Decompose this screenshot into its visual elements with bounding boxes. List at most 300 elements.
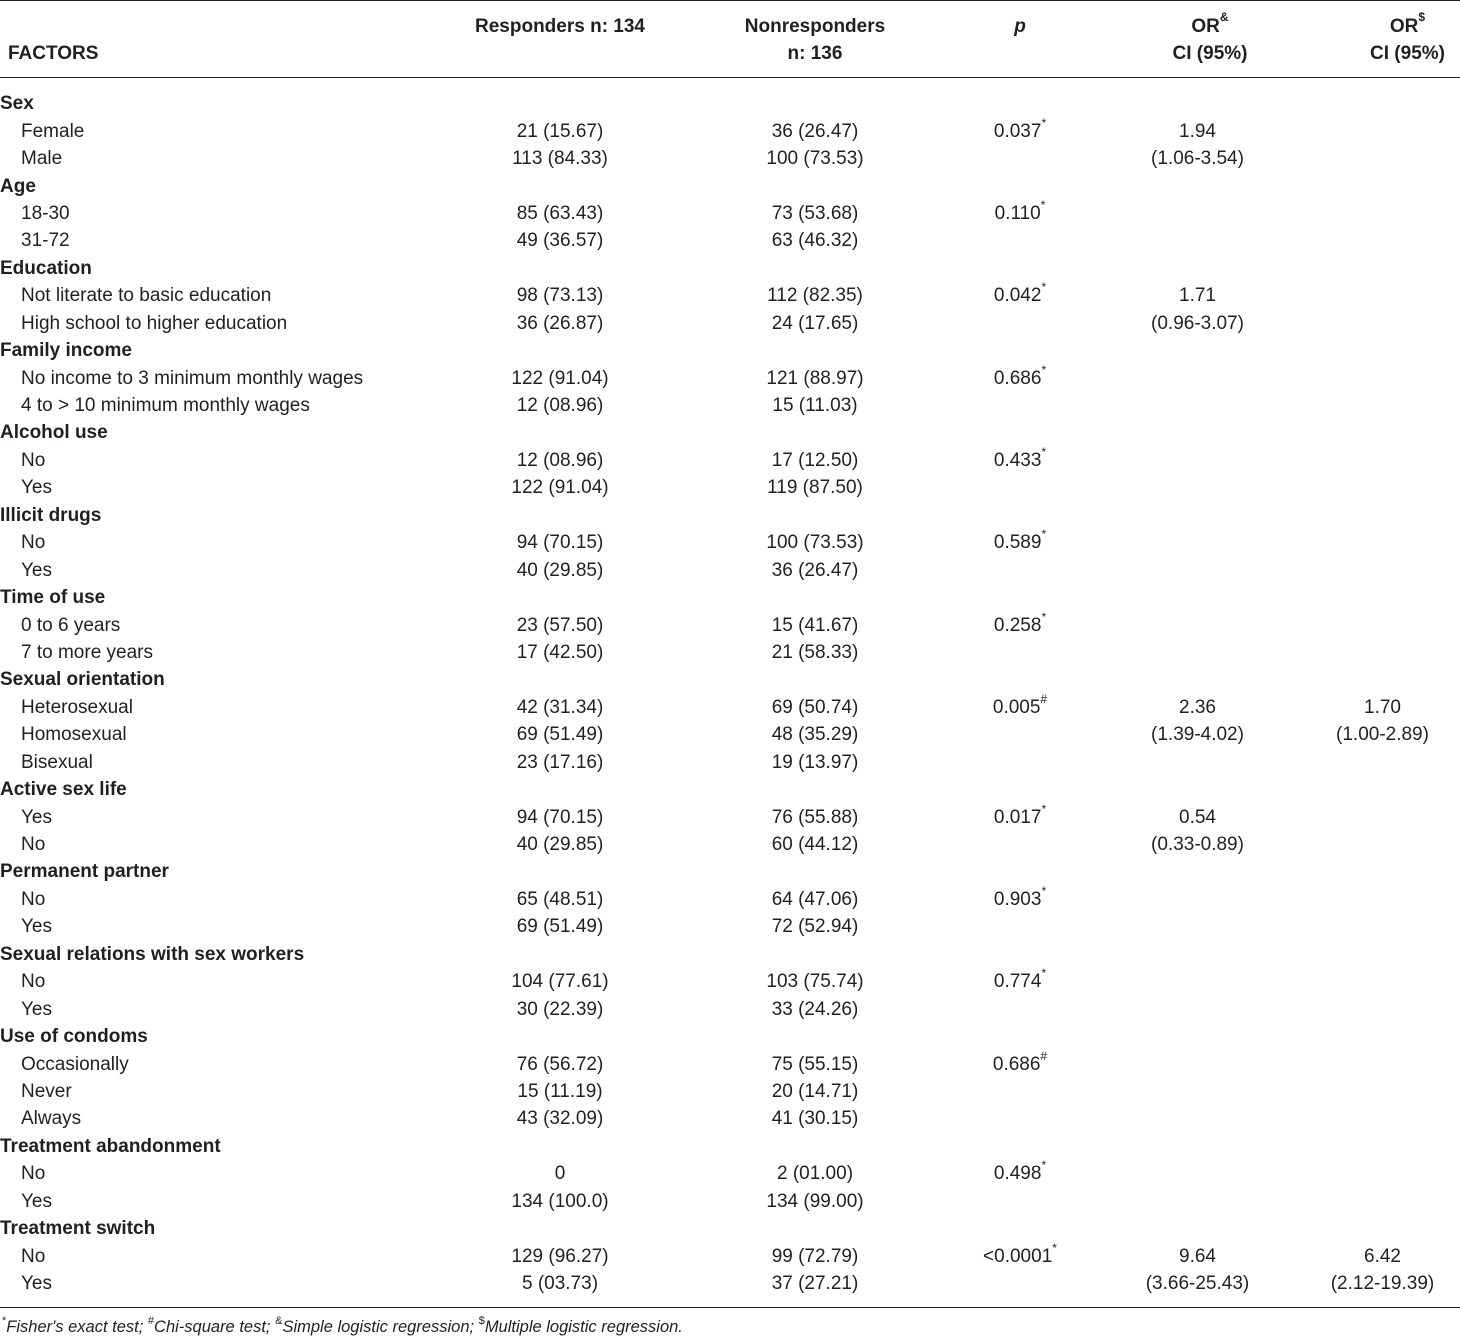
responders-cell: 42 (31.34) [516,696,604,718]
empty-cell [1090,255,1305,282]
or-multiple-cell [1305,749,1460,776]
empty-cell [1090,941,1305,968]
row-label: No [21,1163,46,1185]
or-simple-cell [1090,556,1305,583]
group-row [0,776,1460,803]
row-label: Yes [21,1190,52,1212]
or-simple-cell: 0.54 [1179,806,1216,828]
table-row [0,392,1460,419]
empty-cell [1090,1215,1305,1242]
table-row [0,1105,1460,1132]
empty-cell [1090,337,1305,364]
responders-cell: 43 (32.09) [516,1108,604,1130]
empty-cell [1090,858,1305,885]
empty-cell [950,1023,1090,1050]
or-multiple-cell [1305,1105,1460,1132]
group-label: Sex [0,93,34,115]
header-p-value: p [1014,16,1026,37]
p-value-cell [950,392,1090,419]
group-label: Alcohol use [0,422,108,444]
table-row [0,968,1460,995]
responders-cell: 15 (11.19) [517,1080,603,1102]
table-row [0,611,1460,638]
responders-cell: 85 (63.43) [516,202,604,224]
p-value-cell [950,913,1090,940]
empty-cell [1090,584,1305,611]
nonresponders-cell: 63 (46.32) [771,230,859,252]
nonresponders-cell: 36 (26.47) [771,559,859,581]
or-simple-cell [1090,1105,1305,1132]
p-value-cell: 0.017* [993,801,1047,828]
or-simple-cell [1090,227,1305,254]
or-simple-cell [1090,364,1305,391]
row-label: Always [21,1108,82,1130]
empty-cell [680,584,950,611]
or-multiple-cell [1305,392,1460,419]
or-simple-cell [1090,529,1305,556]
or-simple-cell: 2.36 [1179,696,1216,718]
empty-cell [440,858,680,885]
empty-cell [1090,419,1305,446]
empty-cell [1305,1215,1460,1242]
empty-cell [1305,502,1460,529]
responders-cell: 94 (70.15) [516,532,604,554]
or-multiple-cell [1305,282,1460,309]
nonresponders-cell: 60 (44.12) [771,834,859,856]
responders-cell: 49 (36.57) [516,230,604,252]
empty-cell [440,502,680,529]
p-value-cell [950,995,1090,1022]
table-row [0,803,1460,830]
empty-cell [1090,666,1305,693]
or-simple-cell: (1.06-3.54) [1151,148,1244,170]
empty-cell [1305,858,1460,885]
or-multiple-cell [1305,1160,1460,1187]
or-multiple-cell [1305,886,1460,913]
table-row [0,1050,1460,1077]
empty-cell [440,941,680,968]
or-multiple-cell [1305,474,1460,501]
or-multiple-cell [1305,803,1460,830]
or-multiple-cell: 6.42 [1364,1245,1401,1267]
group-label: Education [0,257,92,279]
empty-cell [1305,255,1460,282]
row-label: Not literate to basic education [21,285,272,307]
nonresponders-cell: 69 (50.74) [771,696,859,718]
empty-cell [950,419,1090,446]
nonresponders-cell: 75 (55.15) [771,1053,859,1075]
or-multiple-cell [1305,556,1460,583]
empty-cell [680,858,950,885]
empty-cell [1090,776,1305,803]
empty-cell [1305,1023,1460,1050]
row-label: Yes [21,559,52,581]
or-multiple-cell [1305,200,1460,227]
empty-cell [440,172,680,199]
empty-cell [950,90,1090,117]
or-multiple-cell [1305,995,1460,1022]
empty-cell [1090,1023,1305,1050]
or-simple-cell [1090,1050,1305,1077]
group-label: Illicit drugs [0,504,102,526]
row-label: Yes [21,806,52,828]
or-multiple-cell [1305,447,1460,474]
group-label: Age [0,175,36,197]
row-label: No [21,834,46,856]
or-multiple-cell [1305,639,1460,666]
p-value-cell: 0.498* [993,1158,1047,1185]
empty-cell [950,941,1090,968]
table-row [0,1242,1460,1269]
group-row [0,90,1460,117]
group-label: Active sex life [0,779,127,801]
row-label: Occasionally [21,1053,129,1075]
responders-cell: 129 (96.27) [511,1245,609,1267]
group-label: Use of condoms [0,1026,148,1048]
row-label: 31-72 [21,230,70,252]
empty-cell [950,584,1090,611]
p-value-cell [950,310,1090,337]
row-label: Yes [21,1273,52,1295]
table-row [0,1188,1460,1215]
group-row [0,858,1460,885]
bottom-rule [0,1307,1460,1308]
or-simple-cell [1090,886,1305,913]
or-multiple-cell [1305,1188,1460,1215]
nonresponders-cell: 121 (88.97) [766,367,864,389]
row-label: No [21,532,46,554]
table-body [0,90,1460,1297]
nonresponders-cell: 20 (14.71) [771,1080,859,1102]
empty-cell [440,584,680,611]
responders-cell: 36 (26.87) [516,312,604,334]
header-or-multiple: OR$ CI (95%) [1370,10,1445,64]
table-row [0,282,1460,309]
nonresponders-cell: 134 (99.00) [766,1190,864,1212]
p-value-cell [950,227,1090,254]
or-simple-cell [1090,995,1305,1022]
header-or-simple: OR& CI (95%) [1172,10,1248,64]
table-row [0,529,1460,556]
responders-cell: 5 (03.73) [521,1273,599,1295]
empty-cell [1305,172,1460,199]
or-multiple-cell [1305,1050,1460,1077]
group-label: Family income [0,340,132,362]
p-value-cell: 0.903* [993,883,1047,910]
responders-cell: 23 (57.50) [516,614,604,636]
group-label: Time of use [0,587,106,609]
table-row [0,749,1460,776]
or-multiple-cell [1305,1078,1460,1105]
responders-cell: 40 (29.85) [516,834,604,856]
row-label: Male [21,148,63,170]
or-simple-cell [1090,968,1305,995]
p-value-cell [950,556,1090,583]
or-simple-cell [1090,1188,1305,1215]
responders-cell: 30 (22.39) [516,998,604,1020]
empty-cell [680,1215,950,1242]
table-row [0,556,1460,583]
or-simple-cell [1090,392,1305,419]
or-simple-cell [1090,749,1305,776]
row-label: 18-30 [21,202,70,224]
nonresponders-cell: 72 (52.94) [771,916,859,938]
or-multiple-cell [1305,529,1460,556]
empty-cell [950,337,1090,364]
p-value-cell [950,1270,1090,1297]
responders-cell: 94 (70.15) [516,806,604,828]
p-value-cell [950,749,1090,776]
nonresponders-cell: 15 (11.03) [772,395,858,417]
empty-cell [440,255,680,282]
or-simple-cell [1090,447,1305,474]
p-value-cell [950,1078,1090,1105]
header-rule [0,77,1460,78]
p-value-cell [950,1105,1090,1132]
empty-cell [680,337,950,364]
empty-cell [680,666,950,693]
empty-cell [680,172,950,199]
or-simple-cell: 1.71 [1179,285,1216,307]
row-label: 0 to 6 years [21,614,121,636]
empty-cell [1305,584,1460,611]
or-multiple-cell [1305,831,1460,858]
table-row [0,364,1460,391]
responders-cell: 17 (42.50) [516,641,604,663]
responders-cell: 65 (48.51) [516,888,604,910]
group-row [0,584,1460,611]
or-multiple-cell: (1.00-2.89) [1336,724,1429,746]
p-value-cell: 0.774* [993,966,1047,993]
empty-cell [440,90,680,117]
table-row [0,474,1460,501]
table-row [0,886,1460,913]
or-simple-cell: 9.64 [1179,1245,1216,1267]
empty-cell [680,1133,950,1160]
or-simple-cell [1090,1160,1305,1187]
nonresponders-cell: 64 (47.06) [771,888,859,910]
p-value-cell: 0.686# [992,1048,1048,1075]
top-rule [0,0,1460,1]
or-multiple-cell [1305,364,1460,391]
nonresponders-cell: 15 (41.67) [771,614,859,636]
table-row [0,694,1460,721]
row-label: Yes [21,998,52,1020]
or-multiple-cell [1305,117,1460,144]
empty-cell [680,941,950,968]
p-value-cell [950,474,1090,501]
empty-cell [680,255,950,282]
empty-cell [680,1023,950,1050]
row-label: No income to 3 minimum monthly wages [21,367,364,389]
group-label: Sexual orientation [0,669,165,691]
responders-cell: 69 (51.49) [516,916,604,938]
empty-cell [950,776,1090,803]
nonresponders-cell: 33 (24.26) [771,998,859,1020]
row-label: 7 to more years [21,641,153,663]
or-simple-cell [1090,913,1305,940]
responders-cell: 113 (84.33) [512,148,608,170]
row-label: No [21,971,46,993]
nonresponders-cell: 24 (17.65) [771,312,859,334]
table-row [0,200,1460,227]
responders-cell: 134 (100.0) [511,1190,609,1212]
table-row [0,447,1460,474]
p-value-cell: 0.037* [993,115,1047,142]
responders-cell: 12 (08.96) [516,395,604,417]
row-label: Female [21,120,85,142]
nonresponders-cell: 112 (82.35) [767,285,863,307]
row-label: Never [21,1080,72,1102]
empty-cell [1305,941,1460,968]
nonresponders-cell: 48 (35.29) [771,724,859,746]
p-value-cell: 0.589* [993,527,1047,554]
p-value-cell: 0.005# [992,691,1048,718]
group-row [0,337,1460,364]
empty-cell [440,337,680,364]
row-label: Yes [21,916,52,938]
empty-cell [440,776,680,803]
or-multiple-cell: 1.70 [1364,696,1401,718]
table-row [0,227,1460,254]
responders-cell: 40 (29.85) [516,559,604,581]
row-label: Heterosexual [21,696,133,718]
table-row [0,117,1460,144]
table-row [0,310,1460,337]
row-label: Bisexual [21,751,93,773]
group-row [0,666,1460,693]
responders-cell: 21 (15.67) [516,120,604,142]
empty-cell [680,776,950,803]
group-row [0,1133,1460,1160]
empty-cell [1305,776,1460,803]
table-row [0,831,1460,858]
nonresponders-cell: 100 (73.53) [766,532,864,554]
nonresponders-cell: 41 (30.15) [771,1108,859,1130]
header-factors: FACTORS [8,43,99,64]
empty-cell [950,1215,1090,1242]
responders-cell: 69 (51.49) [516,724,604,746]
table-row [0,639,1460,666]
nonresponders-cell: 36 (26.47) [771,120,859,142]
or-multiple-cell [1305,310,1460,337]
nonresponders-cell: 100 (73.53) [766,148,864,170]
responders-cell: 98 (73.13) [516,285,604,307]
table-row [0,1078,1460,1105]
empty-cell [1090,502,1305,529]
empty-cell [950,858,1090,885]
empty-cell [1090,172,1305,199]
responders-cell: 23 (17.16) [516,751,604,773]
or-multiple-cell [1305,145,1460,172]
group-row [0,255,1460,282]
group-label: Sexual relations with sex workers [0,943,305,965]
table-row [0,913,1460,940]
empty-cell [680,419,950,446]
or-simple-cell [1090,200,1305,227]
or-multiple-cell [1305,227,1460,254]
or-simple-cell: (0.33-0.89) [1151,834,1244,856]
row-label: High school to higher education [21,312,288,334]
row-label: Homosexual [21,724,127,746]
or-multiple-cell: (2.12-19.39) [1330,1273,1435,1295]
nonresponders-cell: 19 (13.97) [771,751,859,773]
empty-cell [950,502,1090,529]
nonresponders-cell: 2 (01.00) [776,1163,854,1185]
empty-cell [950,1133,1090,1160]
p-value-cell [950,721,1090,748]
responders-cell: 122 (91.04) [511,477,609,499]
empty-cell [950,255,1090,282]
header-nonresponders: Nonresponders n: 136 [744,16,886,64]
group-row [0,419,1460,446]
empty-cell [440,1133,680,1160]
or-multiple-cell [1305,913,1460,940]
empty-cell [950,666,1090,693]
responders-cell: 104 (77.61) [511,971,609,993]
p-value-cell: <0.0001* [983,1240,1057,1267]
group-row [0,502,1460,529]
row-label: Yes [21,477,52,499]
empty-cell [440,666,680,693]
row-label: No [21,1245,46,1267]
or-simple-cell [1090,474,1305,501]
header-responders: Responders n: 134 [475,16,645,37]
or-multiple-cell [1305,968,1460,995]
or-simple-cell: (0.96-3.07) [1151,312,1244,334]
table-footnote: *Fisher's exact test; #Chi-square test; &Simple logistic regression; $Multiple logistic regression. [2,1315,683,1336]
empty-cell [1090,1133,1305,1160]
or-simple-cell [1090,639,1305,666]
empty-cell [680,502,950,529]
nonresponders-cell: 103 (75.74) [766,971,864,993]
responders-cell: 12 (08.96) [516,449,604,471]
table-row [0,1270,1460,1297]
responders-cell: 0 [554,1163,566,1185]
responders-cell: 122 (91.04) [511,367,609,389]
empty-cell [1305,90,1460,117]
group-row [0,1023,1460,1050]
row-label: No [21,888,46,910]
group-row [0,172,1460,199]
p-value-cell: 0.042* [993,280,1047,307]
group-label: Treatment switch [0,1218,156,1240]
empty-cell [950,172,1090,199]
table-row [0,1160,1460,1187]
empty-cell [1305,419,1460,446]
nonresponders-cell: 99 (72.79) [771,1245,859,1267]
nonresponders-cell: 17 (12.50) [771,449,859,471]
p-value-cell [950,145,1090,172]
table-row [0,721,1460,748]
group-row [0,941,1460,968]
or-multiple-cell [1305,611,1460,638]
empty-cell [1305,337,1460,364]
group-label: Treatment abandonment [0,1135,221,1157]
table-row [0,995,1460,1022]
empty-cell [1305,666,1460,693]
nonresponders-cell: 73 (53.68) [771,202,859,224]
p-value-cell: 0.433* [993,444,1047,471]
empty-cell [1090,90,1305,117]
or-simple-cell: 1.94 [1179,120,1216,142]
group-label: Permanent partner [0,861,169,883]
empty-cell [440,1215,680,1242]
responders-cell: 76 (56.72) [516,1053,604,1075]
group-row [0,1215,1460,1242]
or-simple-cell: (3.66-25.43) [1145,1273,1250,1295]
p-value-cell [950,1188,1090,1215]
